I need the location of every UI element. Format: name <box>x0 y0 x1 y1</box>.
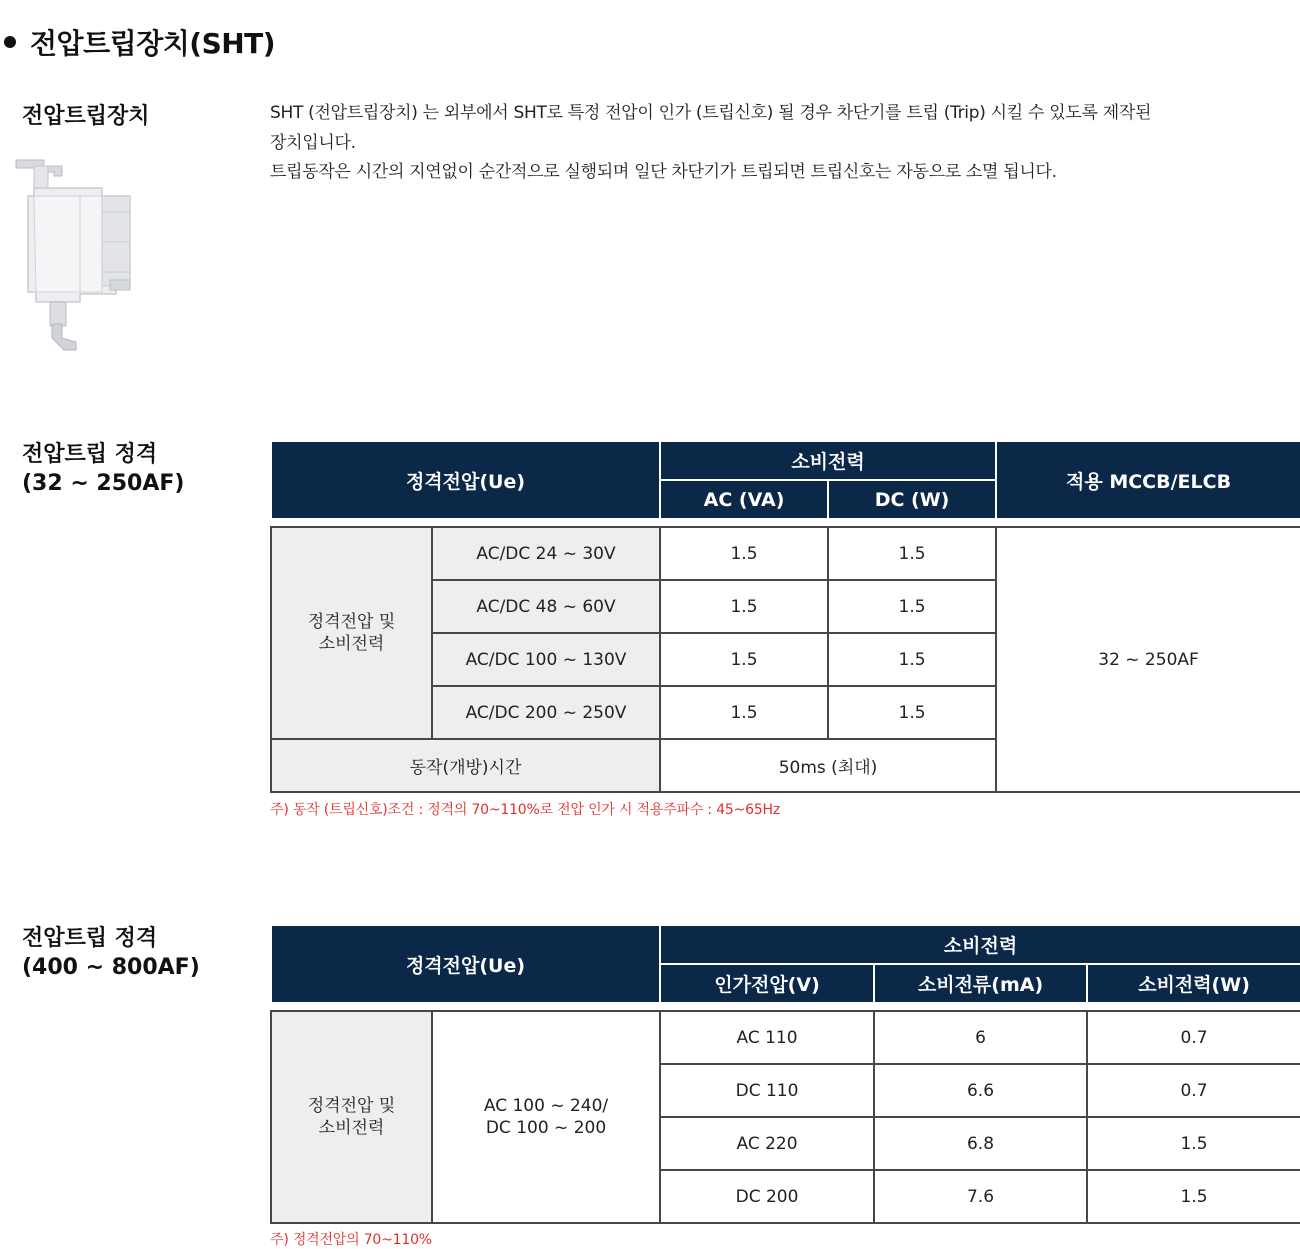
applied-voltage-cell: AC 110 <box>660 1011 874 1064</box>
op-time-label: 동작(개방)시간 <box>271 739 660 792</box>
header-power: 소비전력 <box>660 926 1300 964</box>
section1-table <box>270 442 1300 793</box>
section1-label-line2: (32 ~ 250AF) <box>22 471 185 496</box>
intro-label: 전압트립장치 <box>22 104 150 129</box>
applied-voltage-cell: DC 200 <box>660 1170 874 1223</box>
voltage-cell: AC/DC 100 ~ 130V <box>432 633 660 686</box>
group-label-line1: 정격전압 및 <box>307 612 396 632</box>
current-cell: 6.6 <box>874 1064 1087 1117</box>
page-title: 전압트립장치(SHT) <box>30 27 276 60</box>
dc-cell: 1.5 <box>828 686 996 739</box>
group-label-line2: 소비전력 <box>318 634 385 654</box>
bullet-icon <box>4 36 16 48</box>
group-label <box>271 527 432 739</box>
intro-line: 트립동작은 시간의 지연없이 순간적으로 실행되며 일단 차단기가 트립되면 트립신호는 자동으로 소멸 됩니다. <box>270 162 1057 182</box>
current-cell: 6.8 <box>874 1117 1087 1170</box>
current-cell: 7.6 <box>874 1170 1087 1223</box>
header-applied-voltage: 인가전압(V) <box>660 964 874 1002</box>
ac-cell: 1.5 <box>660 580 828 633</box>
section1-label-line1: 전압트립 정격 <box>22 442 158 467</box>
section2-label-line1: 전압트립 정격 <box>22 926 158 951</box>
voltage-cell: AC/DC 48 ~ 60V <box>432 580 660 633</box>
section1-label <box>22 440 184 498</box>
voltage-range-line1: AC 100 ~ 240/ <box>483 1096 609 1116</box>
section2-note: 주) 정격전압의 70~110% <box>270 1232 432 1248</box>
header-applied: 적용 MCCB/ELCB <box>996 442 1300 518</box>
applied-voltage-cell: DC 110 <box>660 1064 874 1117</box>
power-cell: 1.5 <box>1087 1117 1300 1170</box>
section2-label <box>22 924 200 982</box>
shunt-trip-device-image <box>6 152 136 352</box>
table-row <box>271 1011 1300 1064</box>
group-label-line1: 정격전압 및 <box>307 1096 396 1116</box>
ac-cell: 1.5 <box>660 633 828 686</box>
table-row <box>271 527 1300 580</box>
current-cell: 6 <box>874 1011 1087 1064</box>
page-title-row <box>4 22 275 62</box>
voltage-range <box>432 1011 660 1223</box>
header-dc: DC (W) <box>828 480 996 518</box>
applied-voltage-cell: AC 220 <box>660 1117 874 1170</box>
group-label <box>271 1011 432 1223</box>
header-current: 소비전류(mA) <box>874 964 1087 1002</box>
voltage-cell: AC/DC 24 ~ 30V <box>432 527 660 580</box>
voltage-cell: AC/DC 200 ~ 250V <box>432 686 660 739</box>
ac-cell: 1.5 <box>660 686 828 739</box>
op-time-value: 50ms (최대) <box>660 739 996 792</box>
dc-cell: 1.5 <box>828 580 996 633</box>
ac-cell: 1.5 <box>660 527 828 580</box>
intro-line: 장치입니다. <box>270 132 356 153</box>
group-label-line2: 소비전력 <box>318 1118 385 1138</box>
header-rated-voltage: 정격전압(Ue) <box>271 442 660 518</box>
section1-note: 주) 동작 (트립신호)조건 : 정격의 70~110%로 전압 인가 시 적용주파수 : 45~65Hz <box>270 802 781 818</box>
voltage-range-line2: DC 100 ~ 200 <box>485 1118 607 1138</box>
intro-line: SHT (전압트립장치) 는 외부에서 SHT로 특정 전압이 인가 (트립신호) 될 경우 차단기를 트립 (Trip) 시킬 수 있도록 제작된 <box>270 103 1152 123</box>
power-cell: 0.7 <box>1087 1011 1300 1064</box>
header-ac: AC (VA) <box>660 480 828 518</box>
dc-cell: 1.5 <box>828 527 996 580</box>
dc-cell: 1.5 <box>828 633 996 686</box>
header-rated-voltage: 정격전압(Ue) <box>271 926 660 1002</box>
power-cell: 1.5 <box>1087 1170 1300 1223</box>
header-power: 소비전력 <box>660 442 996 480</box>
power-cell: 0.7 <box>1087 1064 1300 1117</box>
applied-value: 32 ~ 250AF <box>996 527 1300 792</box>
header-power-w: 소비전력(W) <box>1087 964 1300 1002</box>
intro-description <box>270 99 1270 188</box>
section2-table <box>270 926 1300 1224</box>
section2-label-line2: (400 ~ 800AF) <box>22 955 200 980</box>
